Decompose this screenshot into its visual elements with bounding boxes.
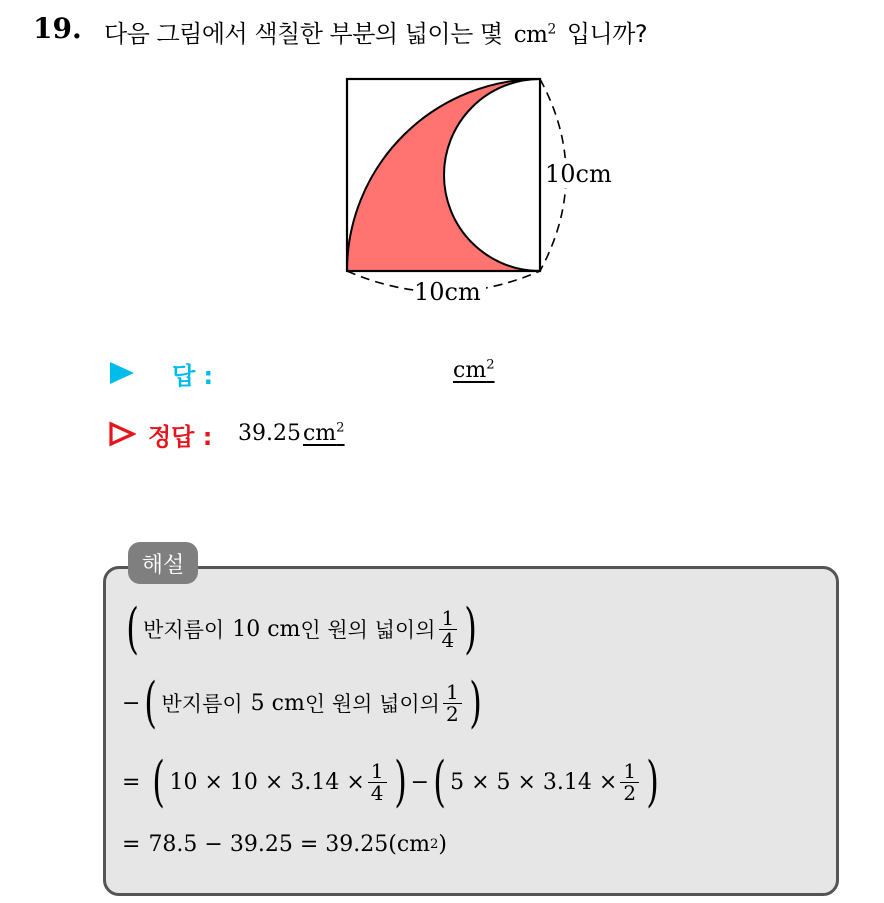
- explanation-line-1: ( 반지름이 10 cm 인 원의 넓이의 $\frac{1}{4}$ ): [126, 597, 478, 660]
- outline-triangle-icon: [108, 421, 136, 447]
- fraction-a: $\frac{1}{4}$: [368, 761, 387, 804]
- bottom-length-label: 10cm: [414, 278, 481, 306]
- side-length-label: 10cm: [545, 160, 612, 188]
- explanation-line-2: − ( 반지름이 5 cm 인 원의 넓이의 $\frac{1}{2}$ ): [122, 671, 482, 734]
- correct-answer-value: $39.25cm^2$: [238, 420, 345, 446]
- explanation-line-3: = ( 10 × 10 × 3.14 × $\frac{1}{4}$ ) − ( 5 × 5 × 3.14 × $\frac{1}{2}$ ): [122, 750, 659, 813]
- question-text: [104, 14, 647, 49]
- question-text-before: 다음 그림에서 색칠한 부분의 넓이는 몇: [104, 20, 503, 48]
- shaded-region: [347, 79, 540, 271]
- correct-answer-row: [108, 417, 528, 451]
- fraction-one-half: $\frac{1}{2}$: [443, 682, 462, 725]
- answer-label: 답 :: [172, 362, 214, 390]
- correct-answer-unit: $cm^2$: [302, 420, 345, 446]
- explanation-line-4: = 78.5 − 39.25 = 39.25( cm 2 ): [122, 832, 447, 857]
- question-unit: $cm^2$: [513, 21, 556, 48]
- fraction-one-quarter: $\frac{1}{4}$: [439, 608, 458, 651]
- answer-unit: $cm^2$: [453, 357, 495, 383]
- question-number: 19.: [33, 12, 82, 45]
- geometry-figure: [330, 66, 630, 306]
- answer-row: [108, 356, 528, 390]
- fraction-b: $\frac{1}{2}$: [620, 761, 639, 804]
- explanation-tag: 해설: [128, 542, 198, 584]
- correct-answer-label: 정답 :: [148, 423, 213, 451]
- filled-triangle-icon: [108, 360, 136, 386]
- question-text-after: 입니까?: [566, 20, 648, 48]
